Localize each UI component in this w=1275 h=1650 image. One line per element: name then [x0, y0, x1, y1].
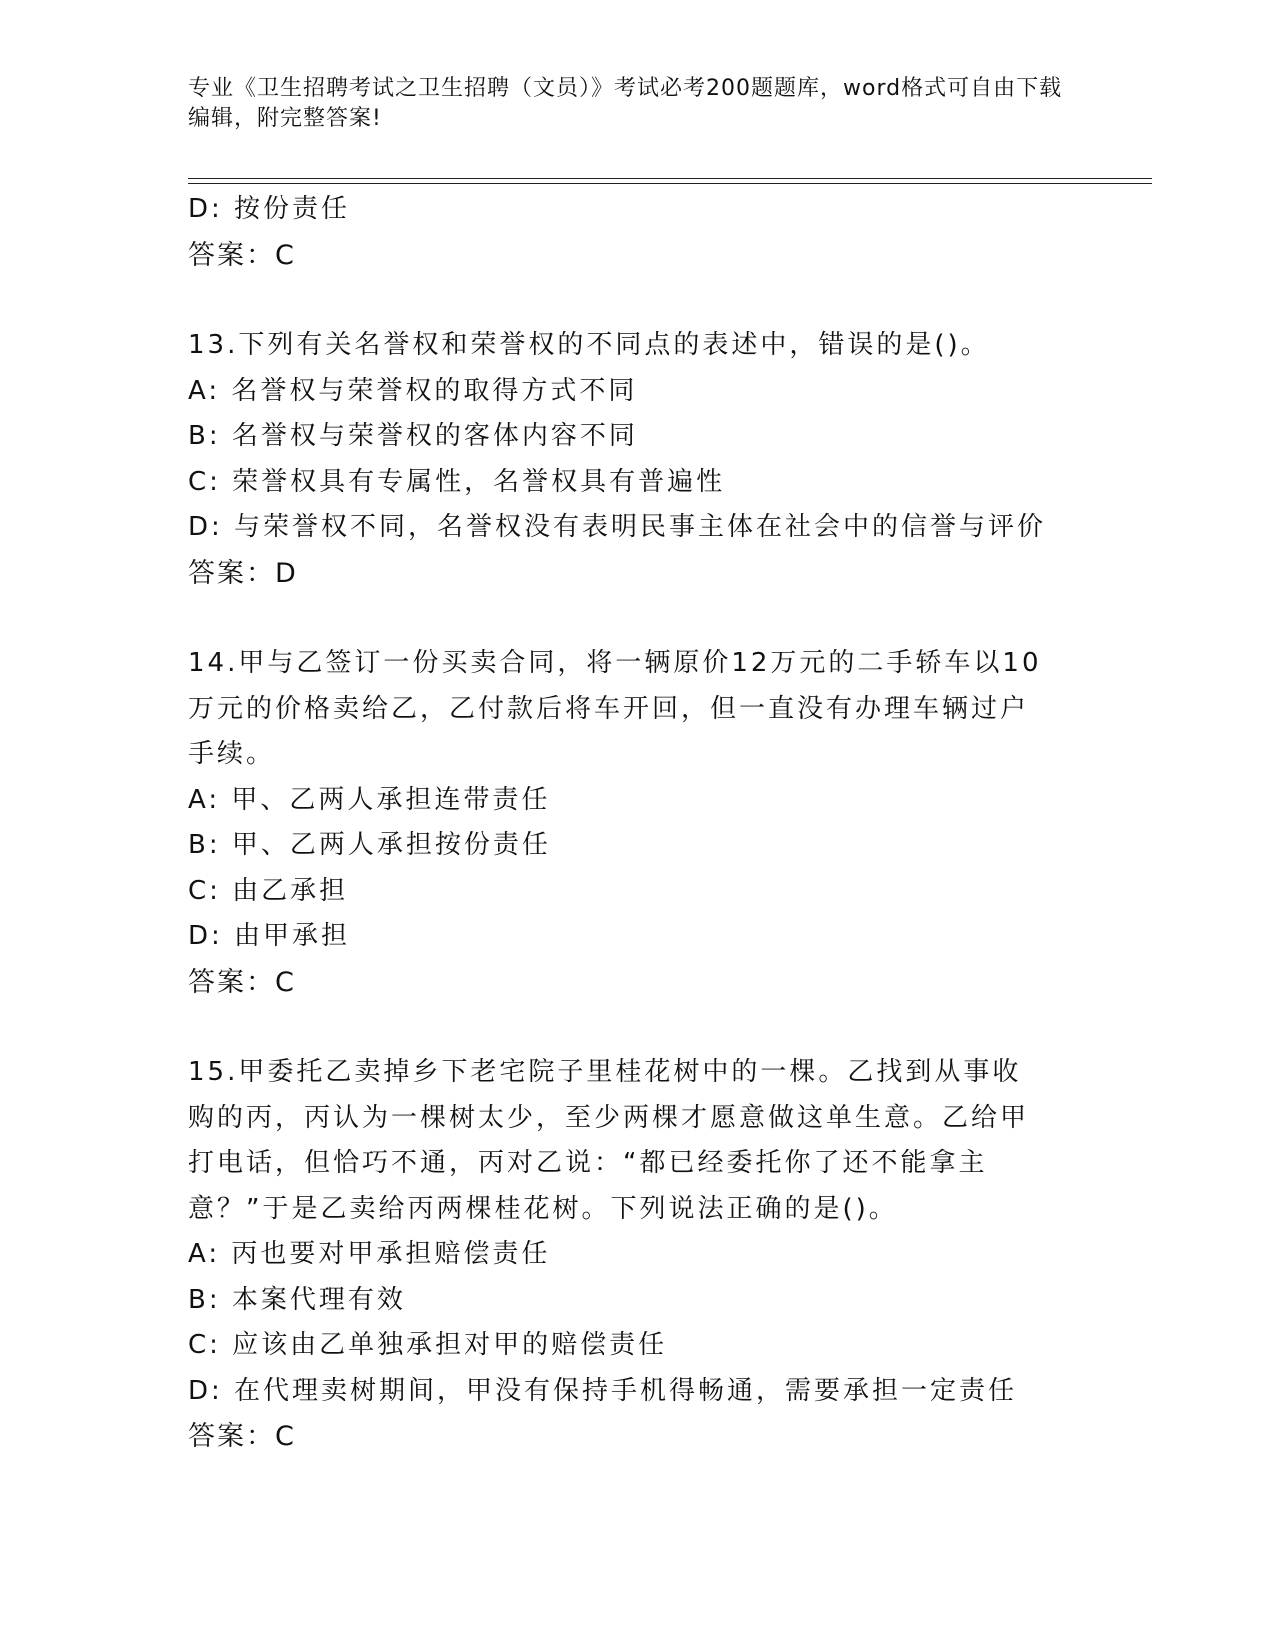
question-stem: 14.甲与乙签订一份买卖合同，将一辆原价12万元的二手轿车以10万元的价格卖给乙，乙付款后将车开回，但一直没有办理车辆过户手续。: [188, 648, 1042, 769]
option-a: A: 甲、乙两人承担连带责任: [188, 784, 551, 815]
option-b: B: 甲、乙两人承担按份责任: [188, 830, 551, 860]
option-d: D: 与荣誉权不同，名誉权没有表明民事主体在社会中的信誉与评价: [188, 512, 1047, 542]
option-a: A: 名誉权与荣誉权的取得方式不同: [188, 375, 638, 406]
question-stem: 13.下列有关名誉权和荣誉权的不同点的表述中，错误的是()。: [188, 330, 990, 360]
document-header: 专业《卫生招聘考试之卫生招聘（文员）》考试必考200题题库，word格式可自由下载编辑，附完整答案!: [188, 76, 1063, 131]
question-15: [188, 1050, 1088, 1460]
answer-label: 答案：D: [188, 557, 298, 589]
option-c: C: 荣誉权具有专属性，名誉权具有普遍性: [188, 466, 726, 497]
option-c: C: 由乙承担: [188, 875, 349, 906]
option-d: D: 由甲承担: [188, 921, 351, 951]
header-divider-top: [188, 178, 1152, 179]
question-13: [188, 323, 1088, 596]
option-d: D: 在代理卖树期间，甲没有保持手机得畅通，需要承担一定责任: [188, 1375, 1018, 1406]
option-a: A: 丙也要对甲承担赔偿责任: [188, 1239, 551, 1269]
answer-label: 答案：C: [188, 239, 296, 271]
answer-label: 答案：C: [188, 1421, 296, 1452]
header-divider-bottom: [188, 183, 1152, 184]
previous-question-tail: [188, 187, 1088, 278]
question-14: [188, 641, 1088, 1005]
option-b: B: 本案代理有效: [188, 1284, 406, 1315]
option-c: C: 应该由乙单独承担对甲的赔偿责任: [188, 1330, 668, 1360]
option-b: B: 名誉权与荣誉权的客体内容不同: [188, 421, 638, 451]
question-stem: 15.甲委托乙卖掉乡下老宅院子里桂花树中的一棵。乙找到从事收购的丙，丙认为一棵树太少，至少两棵才愿意做这单生意。乙给甲打电话，但恰巧不通，丙对乙说：“都已经委托你了还不能拿主意？”于是乙卖给丙两棵桂花树。下列说法正确的是()。: [188, 1057, 1030, 1224]
option-d: D: 按份责任: [188, 194, 351, 224]
answer-label: 答案：C: [188, 966, 296, 998]
question-list: [188, 187, 1088, 1460]
